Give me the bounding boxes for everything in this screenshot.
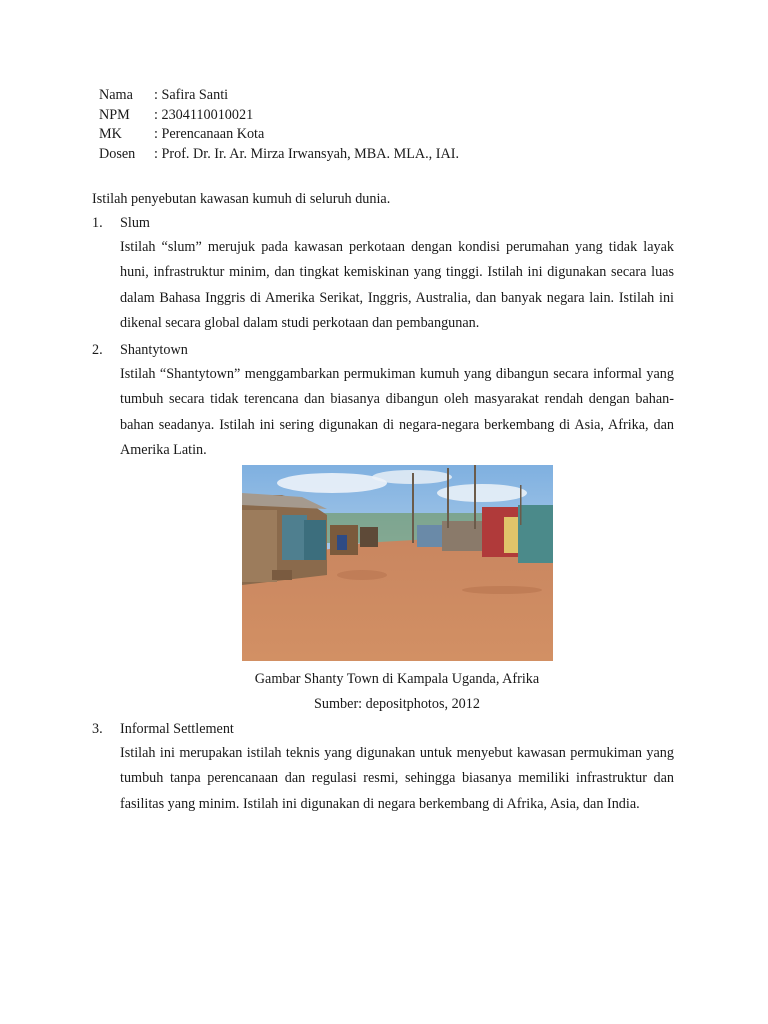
identity-value: : Perencanaan Kota	[154, 126, 265, 142]
identity-row-dosen	[99, 145, 459, 165]
list-item-body: Istilah “slum” merujuk pada kawasan perkotaan dengan kondisi perumahan yang tidak layak huni, infrastruktur minim, dan tingkat kemiskinan yang tinggi. Istilah ini digunakan secara luas dalam Bahasa Inggris di Amerika Serikat, Inggris, Australia, dan banyak negara lain. Istilah ini dikenal secara global dalam studi perkotaan dan pembangunan.	[120, 239, 674, 331]
identity-value: : Safira Santi	[154, 87, 229, 103]
list-item-shantytown	[92, 340, 674, 463]
intro-sentence: Istilah penyebutan kawasan kumuh di seluruh dunia.	[92, 191, 391, 207]
identity-row-name	[99, 86, 459, 106]
list-item-number: 3.	[92, 721, 103, 737]
list-item-title: Shantytown	[120, 342, 188, 358]
list-item-number: 2.	[92, 342, 103, 358]
identity-key: MK	[99, 126, 122, 142]
list-item-body: Istilah ini merupakan istilah teknis yang digunakan untuk menyebut kawasan permukiman yang tumbuh tanpa perencanaan dan regulasi resmi, sehingga biasanya memiliki infrastruktur dan fasilitas yang minim. Istilah ini digunakan di negara berkembang di Afrika, Asia, dan India.	[120, 745, 674, 812]
list-item-body: Istilah “Shantytown” menggambarkan permukiman kumuh yang dibangun secara informal yang tumbuh secara tidak terencana dan biasanya dibangun oleh masyarakat rendah dengan bahan-bahan seadanya. Istilah ini sering digunakan di negara-negara berkembang di Asia, Afrika, dan Amerika Latin.	[120, 366, 674, 458]
identity-key: NPM	[99, 106, 130, 123]
identity-row-npm	[99, 106, 459, 126]
identity-key: Nama	[99, 87, 133, 103]
list-item-number: 1.	[92, 215, 103, 231]
list-item-heading	[92, 719, 674, 739]
list-item-informal-settlement	[92, 719, 674, 817]
list-item-title: Informal Settlement	[120, 721, 234, 737]
shantytown-photo-illustration	[242, 465, 553, 661]
identity-value: : Prof. Dr. Ir. Ar. Mirza Irwansyah, MBA. MLA., IAI.	[154, 145, 459, 162]
shantytown-photo	[242, 465, 553, 661]
list-item-heading	[92, 340, 674, 360]
list-item-title: Slum	[120, 215, 150, 231]
identity-value: : 2304110010021	[154, 106, 254, 123]
figure-caption: Gambar Shanty Town di Kampala Uganda, Afrika	[254, 671, 540, 687]
list-item-slum	[92, 213, 674, 336]
identity-block	[99, 86, 459, 164]
identity-row-mk	[99, 125, 459, 145]
figure-source: Sumber: depositphotos, 2012	[314, 696, 480, 712]
identity-key: Dosen	[99, 145, 136, 162]
list-item-heading	[92, 213, 674, 233]
